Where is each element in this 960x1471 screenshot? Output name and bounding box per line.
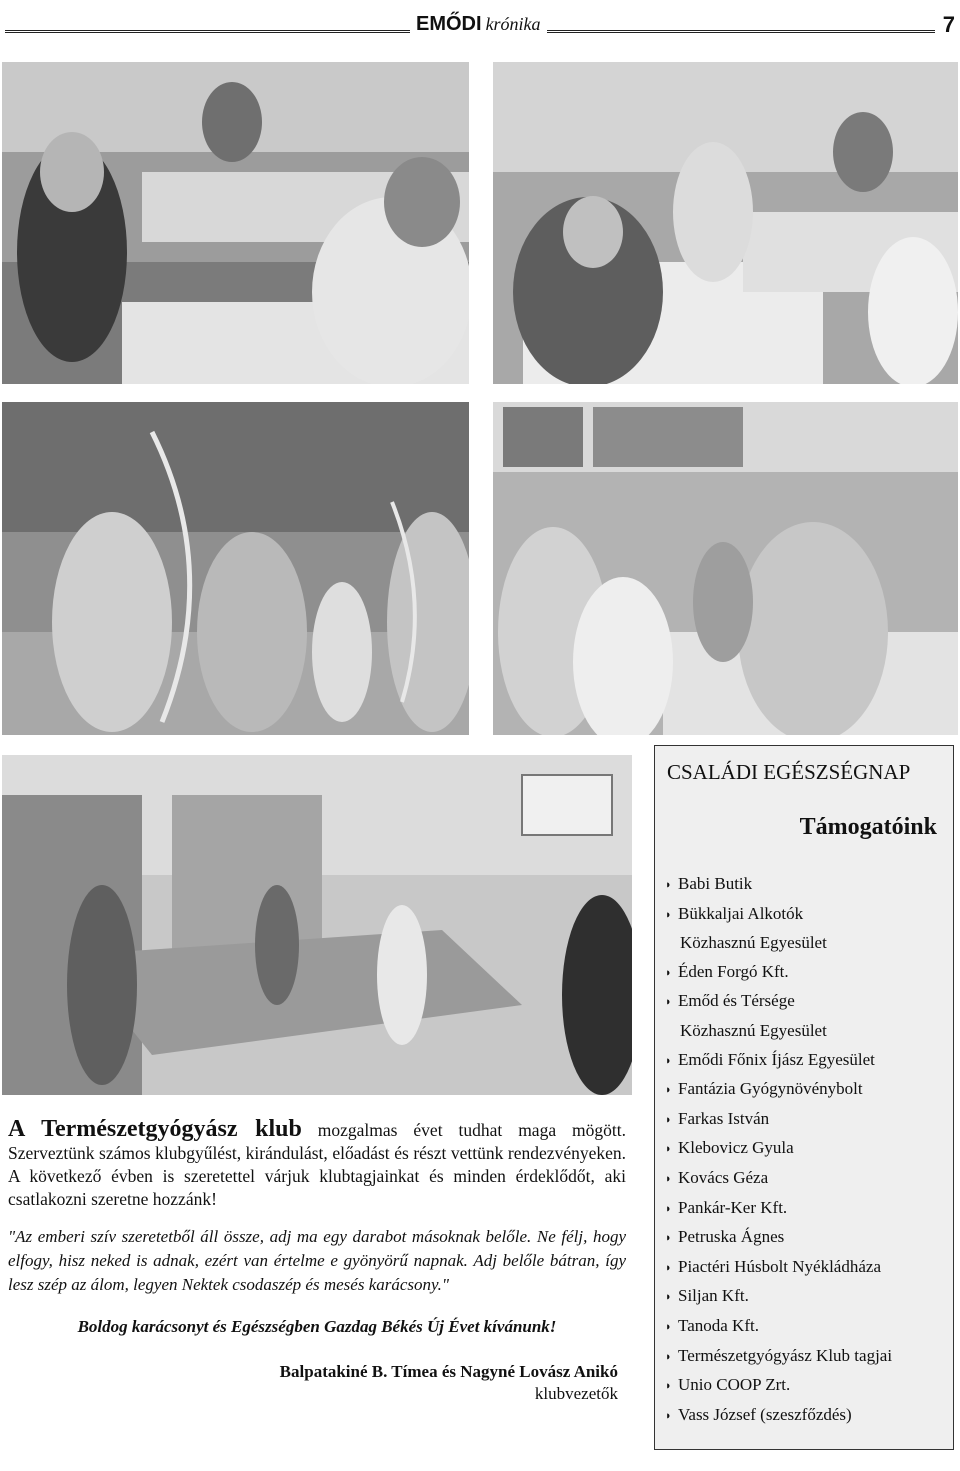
article-quote: "Az emberi szív szeretetből áll össze, adj ma egy darabot másoknak belőle. Ne félj, hogy elfogy, hisz neked is adnak, ezért van értelme e gyönyörű napnak. Adj belőle bátran, így lesz szép az álom, legyen Nektek csodaszép és mesés karácsony." [8,1227,626,1294]
bullet-icon: ◗ [665,1320,672,1333]
sponsor-box-subtitle: Támogatóink [799,814,937,840]
photo-table-tennis [2,755,632,1095]
sponsor-name: Tanoda Kft. [678,1315,759,1335]
sponsor-name: Petruska Ágnes [678,1227,785,1247]
sponsor-name: Emőd és Térsége [678,991,795,1011]
bullet-icon: ◗ [665,996,672,1009]
sponsor-item [665,900,892,930]
photo-table-activity [493,62,958,384]
sponsor-name: Vass József (szeszfőzdés) [678,1404,852,1424]
article-greeting: Boldog karácsonyt és Egészségben Gazdag Békés Új Évet kívánunk! [77,1317,557,1336]
sponsor-name: Természetgyógyász Klub tagjai [678,1345,893,1365]
sponsor-name: Éden Forgó Kft. [678,961,789,981]
bullet-icon: ◗ [665,1232,672,1245]
article-lead [8,1118,626,1211]
sponsor-item [665,1105,892,1135]
bullet-icon: ◗ [665,879,672,891]
sponsor-item-continuation [665,929,892,958]
page-header [0,0,960,44]
article-title: A Természetgyógyász klub [8,1116,302,1142]
bullet-icon: ◗ [665,1172,672,1185]
bullet-icon: ◗ [665,1054,672,1067]
sponsor-item [665,1194,892,1224]
sponsor-name: Farkas István [678,1108,770,1128]
sponsor-item [665,1282,892,1312]
sponsor-item [665,1046,892,1076]
sponsor-item [665,1134,892,1164]
bullet-icon: ◗ [665,1380,672,1393]
sponsor-item [665,958,892,988]
bullet-icon: ◗ [665,1409,672,1422]
sponsor-item [665,987,892,1017]
photo-craft-workshop [2,62,469,384]
article-lead-text: mozgalmas évet tudhat maga mögött. Szerveztünk számos klubgyűlést, kirándulást, előadást és részt vettünk rendezvényeken. A következő évben is szeretettel várjuk klubtagjainkat és minden érdeklődőt, aki csatlakozni szeretne hozzánk! [8,1120,626,1209]
photo-archery [2,402,469,735]
sponsor-item [665,1312,892,1342]
sponsor-box [654,745,954,1450]
sponsor-list [665,870,892,1430]
sponsor-name: Fantázia Gyógynövénybolt [678,1079,863,1099]
sponsor-name: Babi Butik [678,874,753,893]
bullet-icon: ◗ [665,1261,672,1274]
sponsor-item [665,1075,892,1105]
sponsor-name: Közhasznú Egyesület [680,933,827,953]
header-brand: EMŐDI [416,13,482,35]
header-title [410,13,547,36]
sponsor-item [665,870,892,900]
sponsor-item-continuation [665,1017,892,1046]
sponsor-name: Siljan Kft. [678,1286,749,1306]
sponsor-item [665,1253,892,1283]
bullet-icon: ◗ [665,1202,672,1215]
bullet-icon: ◗ [665,966,672,979]
bullet-icon: ◗ [665,1350,672,1363]
page-number: 7 [935,12,955,38]
bullet-icon: ◗ [665,1113,672,1126]
header-section: krónika [485,14,541,34]
sponsor-item [665,1342,892,1372]
bullet-icon: ◗ [665,1291,672,1304]
sponsor-name: Közhasznú Egyesület [680,1020,827,1040]
sponsor-name: Emődi Főnix Íjász Egyesület [678,1049,875,1069]
sponsor-name: Pankár-Ker Kft. [678,1197,788,1217]
sponsor-name: Unio COOP Zrt. [678,1375,791,1395]
sponsor-box-title: CSALÁDI EGÉSZSÉGNAP [667,760,911,784]
sponsor-item [665,1401,892,1431]
sponsor-item [665,1371,892,1401]
sponsor-name: Bükkaljai Alkotók [678,903,804,923]
sponsor-item [665,1223,892,1253]
sponsor-name: Kovács Géza [678,1167,769,1187]
article [8,1118,626,1405]
sponsor-name: Piactéri Húsbolt Nyékládháza [678,1256,881,1276]
bullet-icon: ◗ [665,1143,672,1156]
bullet-icon: ◗ [665,1084,672,1097]
bullet-icon: ◗ [665,908,672,921]
photo-health-day [493,402,958,735]
sponsor-item [665,1164,892,1194]
article-role: klubvezetők [534,1384,618,1403]
article-signers: Balpatakiné B. Tímea és Nagyné Lovász Anikó [279,1362,618,1381]
sponsor-name: Klebovicz Gyula [678,1138,794,1158]
